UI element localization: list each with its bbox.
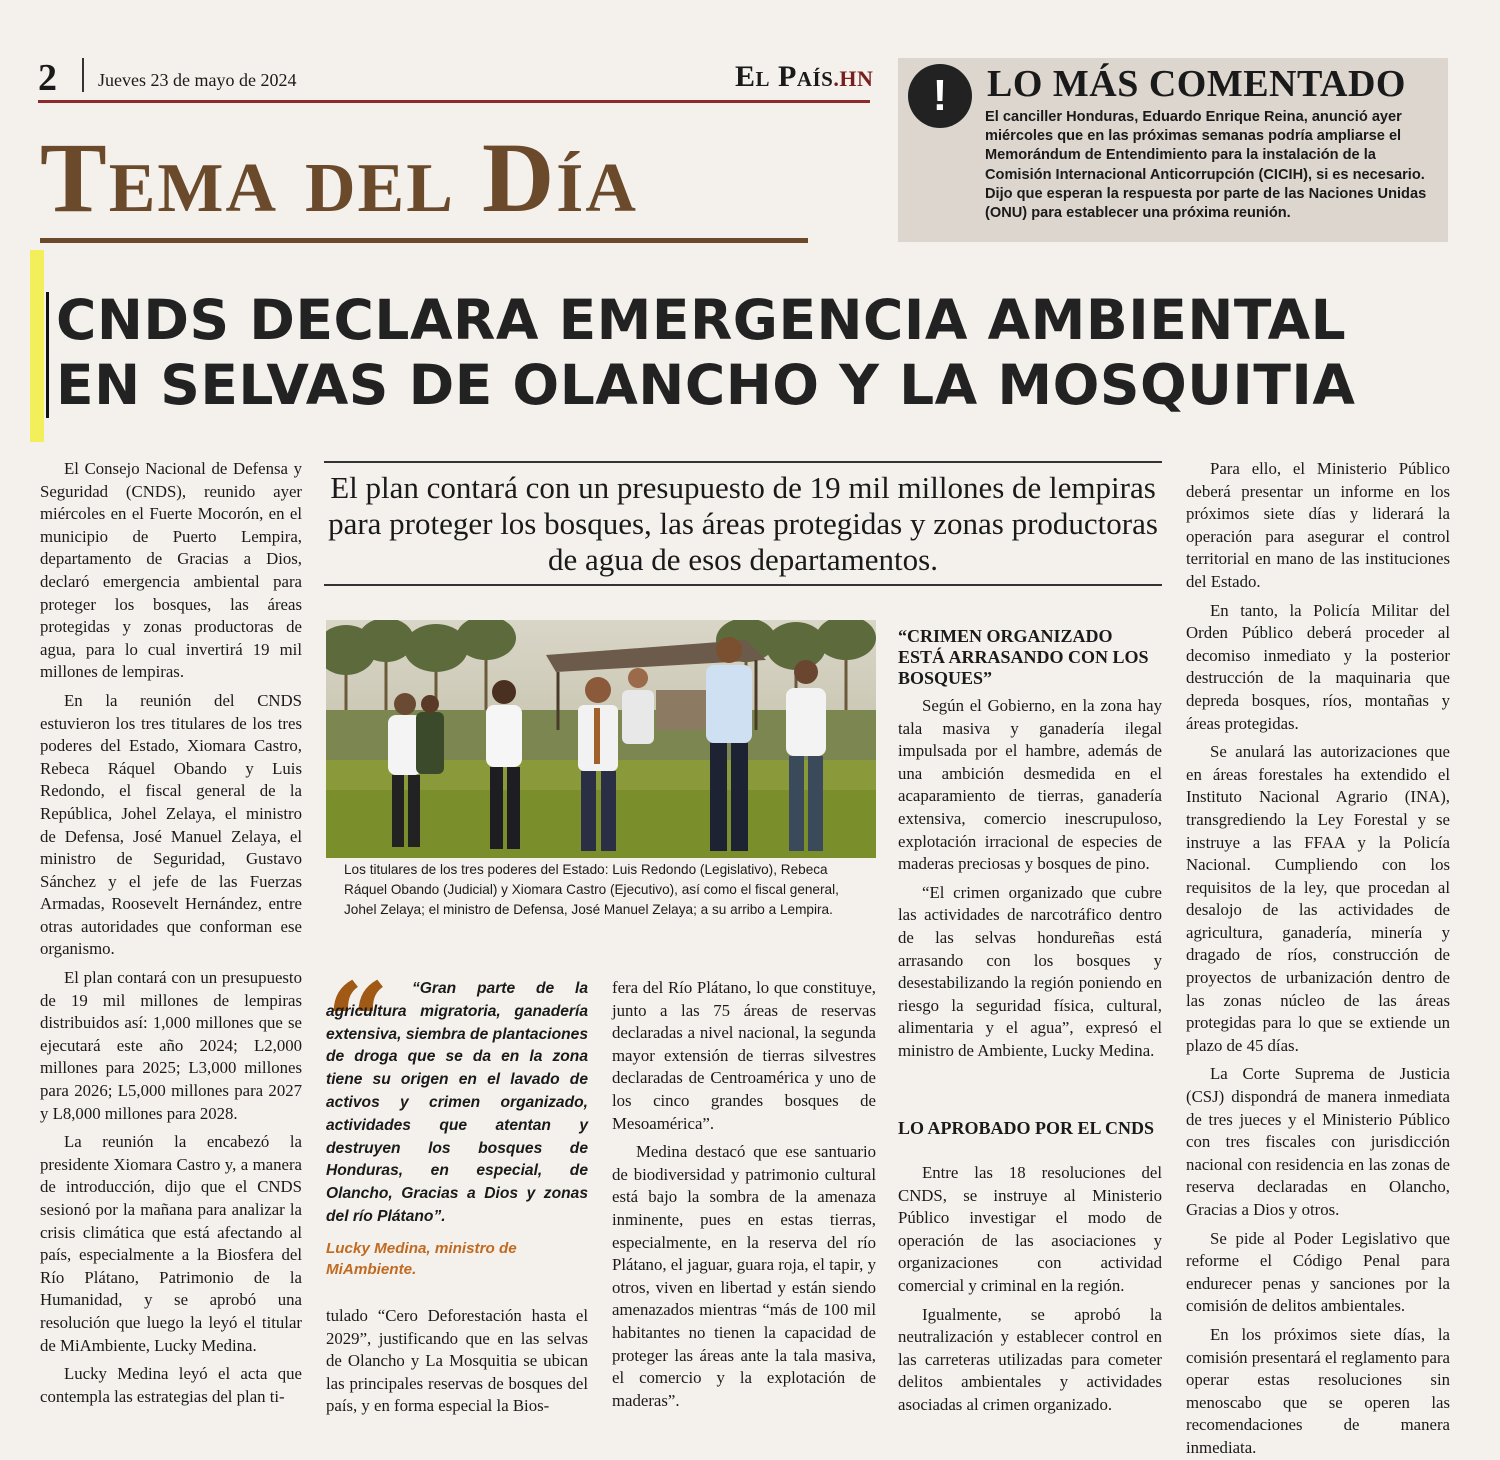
paragraph: tulado “Cero Deforestación hasta el 2029”, justificando que en las selvas de Olancho y La Mosquitia se ubican las principales reservas de bosques del país, y en forma especial la Bios-: [326, 1306, 588, 1416]
paragraph: “El crimen organizado que cubre las actividades de narcotráfico dentro de las selvas hondureñas está arrasando con los bosques y desestabilizando la región poniendo en riesgo la seguridad física, cultural, alimentaria y el agua”, expresó el ministro de Ambiente, Lucky Medina.: [898, 882, 1162, 1060]
subtitle: LO APROBADO POR EL CNDS: [898, 1118, 1155, 1138]
paragraph: Medina destacó que ese santuario de biodiversidad y patrimonio cultural está bajo la sombra de la amenaza inminente, pues en estas tierras, especialmente, en la reserva del río Plátano, el jaguar, guara roja, el tapir, y otros, viven en libertad y están siendo amenazados mientras “más de 100 mil habitantes no tienen la capacidad de proteger las áreas ante la tala masiva, el comercio y la explotación de maderas”.: [612, 1142, 876, 1410]
most-commented-title: LO MÁS COMENTADO: [987, 63, 1406, 105]
photo-caption: Los titulares de los tres poderes del Estado: Luis Redondo (Legislativo), Rebeca Ráquel Obando (Judicial) y Xiomara Castro (Ejecutivo), así como el fiscal general, Johel Zelaya; el ministro de Defensa, José Manuel Zelaya; a su arribo a Lempira.: [344, 862, 839, 917]
quote-mark-icon: “: [326, 958, 390, 1087]
paragraph: Se anulará las autorizaciones que en áreas forestales ha extendido el Instituto Nacional Agrario (INA), transgrediendo la Ley Forestal y se instruye a las FFAA y la Policía Nacional. Cumpliendo con los requisitos de la ley, que procedan al desalojo de las actividades de agricultura, ganadería, minería y dragado de ríos, construcción de proyectos de urbanización dentro de las zonas núcleo de las áreas protegidas para lo que se extiende un plazo de 45 días.: [1186, 742, 1450, 1055]
publication-date: Jueves 23 de mayo de 2024: [98, 70, 297, 90]
column-4: [1186, 458, 1450, 1460]
header-rule: [38, 100, 870, 103]
paragraph: El Consejo Nacional de Defensa y Seguridad (CNDS), reunido ayer miércoles en el Fuerte Mocorón, en el municipio de Puerto Lempira, departamento de Gracias a Dios, declaró emergencia ambiental para proteger los bosques, las áreas protegidas y zonas productoras de agua, para lo cual invertirá 19 mil millones de lempiras.: [40, 459, 302, 682]
newspaper-logo: [735, 60, 873, 94]
headline-line-1: CNDS DECLARA EMERGENCIA AMBIENTAL: [56, 288, 1347, 352]
column-2-continued: [326, 1305, 588, 1418]
paragraph: Igualmente, se aprobó la neutralización y establecer control en las carreteras utilizadas para cometer delitos ambientales y actividades asociadas al crimen organizado.: [898, 1304, 1162, 1414]
paragraph: La Corte Suprema de Justicia (CSJ) dispondrá de manera inmediata de tres jueces y el Ministerio Público con tres fiscales con jurisdicción nacional con residencia en las zonas de reserva declaradas en Olancho, Gracias a Dios y otros.: [1186, 1064, 1450, 1219]
paragraph: La reunión la encabezó la presidente Xiomara Castro y, a manera de introducción, dijo que el CNDS sesionó por la mañana para analizar la crisis climática que está afectando al país, especialmente a la Biosfera del Río Plátano, Patrimonio de la Humanidad, y se aprobó una resolución que luego la leyó el titular de MiAmbiente, Lucky Medina.: [40, 1132, 302, 1355]
paragraph: Entre las 18 resoluciones del CNDS, se instruye al Ministerio Público investigar el modo de operación de las asociaciones y organizaciones con actividad comercial y criminal en la región.: [898, 1163, 1162, 1295]
exclamation-icon: !: [908, 64, 972, 128]
subhead-rule-bottom: [324, 584, 1162, 586]
pull-quote: “Gran parte de la agricultura migratoria, ganadería extensiva, siembra de plantaciones de droga que se da en la zona tiene su origen en el lavado de activos y crimen organizado, actividades que atentan y destruyen los bosques de Honduras, en especial, de Olancho, Gracias a Dios y zonas del río Plátano”.: [326, 980, 588, 1225]
paragraph: Se pide al Poder Legislativo que reforme el Código Penal para endurecer penas y sanciones por la comisión de delitos ambientales.: [1186, 1228, 1450, 1316]
paragraph: Según el Gobierno, en la zona hay tala masiva y ganadería ilegal impulsada por el hambre, además de una ambición desmedida en el acaparamiento de tierras, ganadería extensiva, comercio inescrupuloso, explotación irracional de especies de maderas preciosas y bosques de pino.: [898, 696, 1162, 874]
paragraph: En tanto, la Policía Militar del Orden Público deberá proceder al decomiso inmediato y la posterior destrucción de la maquinaria que depreda bosques, ríos, montañas y áreas protegidas.: [1186, 600, 1450, 733]
paragraph: Lucky Medina leyó el acta que contempla las estrategias del plan ti-: [40, 1364, 302, 1406]
most-commented-text: El canciller Honduras, Eduardo Enrique Reina, anunció ayer miércoles que en las próximas semanas podría ampliarse el Memorándum de Entendimiento para la instalación de la Comisión Internacional Anticorrupción (CICIH), si es necesario. Dijo que esperan la respuesta por parte de las Naciones Unidas (ONU) para establecer una próxima reunión.: [985, 109, 1427, 222]
subhead: El plan contará con un presupuesto de 19 mil millones de lempiras para proteger los bosques, las áreas protegidas y zonas productoras de agua de esos departamentos.: [328, 470, 1158, 577]
subtitle-crimen: [898, 626, 1162, 689]
section-title-underline: [40, 238, 808, 243]
paragraph: Para ello, el Ministerio Público deberá presentar un informe en los próximos siete días y liderará la operación para asegurar el control territorial en mano de las instituciones del Estado.: [1186, 459, 1450, 591]
column-3-second: [898, 1162, 1162, 1417]
section-title: Tema del Día: [40, 122, 638, 233]
logo-name: El País: [735, 60, 834, 93]
headline-bar: [46, 292, 49, 418]
paragraph: En los próximos siete días, la comisión presentará el reglamento para operar estas resoluciones sin menoscabo que se operen las recomendaciones de manera inmediata.: [1186, 1324, 1450, 1457]
subtitle-aprobado: [898, 1118, 1162, 1139]
photo-officials-walking: [326, 620, 876, 858]
page-number: 2: [38, 57, 57, 99]
news-photo: [326, 620, 876, 858]
subhead-rule-top: [324, 461, 1162, 463]
subtitle: “CRIMEN ORGANIZADO ESTÁ ARRASANDO CON LOS BOSQUES”: [898, 626, 1149, 688]
column-2b: [612, 977, 876, 1412]
logo-suffix: .HN: [833, 66, 874, 91]
headline: [56, 288, 1456, 418]
paragraph: fera del Río Plátano, lo que constituye, junto a las 75 áreas de reservas declaradas a nivel nacional, la segunda mayor extensión de tierras silvestres declaradas de Centroamérica y uno de los cinco grandes bosques de Mesoamérica”.: [612, 978, 876, 1133]
column-1: [40, 458, 302, 1408]
highlight-mark: [30, 250, 44, 442]
paragraph: En la reunión del CNDS estuvieron los tres titulares de los tres poderes del Estado, Xiomara Castro, Rebeca Ráquel Obando y Luis Redondo, el fiscal general de la República, Johel Zelaya, el ministro de Defensa, José Manuel Zelaya, el ministro de Seguridad, Gustavo Sánchez y el jefe de las Fuerzas Armadas, Roosevelt Hernández, entre otras autoridades que conforman ese organismo.: [40, 690, 302, 959]
headline-line-2: EN SELVAS DE OLANCHO Y LA MOSQUITIA: [56, 353, 1356, 417]
quote-author: Lucky Medina, ministro de MiAmbiente.: [326, 1240, 517, 1278]
header-divider: [82, 58, 84, 92]
paragraph: El plan contará con un presupuesto de 19 mil millones de lempiras distribuidos así: 1,000 millones que se ejecutará este año 2024; L2,000 millones para 2025; L3,000 millones para 2026; L5,000 millones para 2027 y L8,000 millones para 2028.: [40, 968, 302, 1123]
column-3: [898, 695, 1162, 1063]
